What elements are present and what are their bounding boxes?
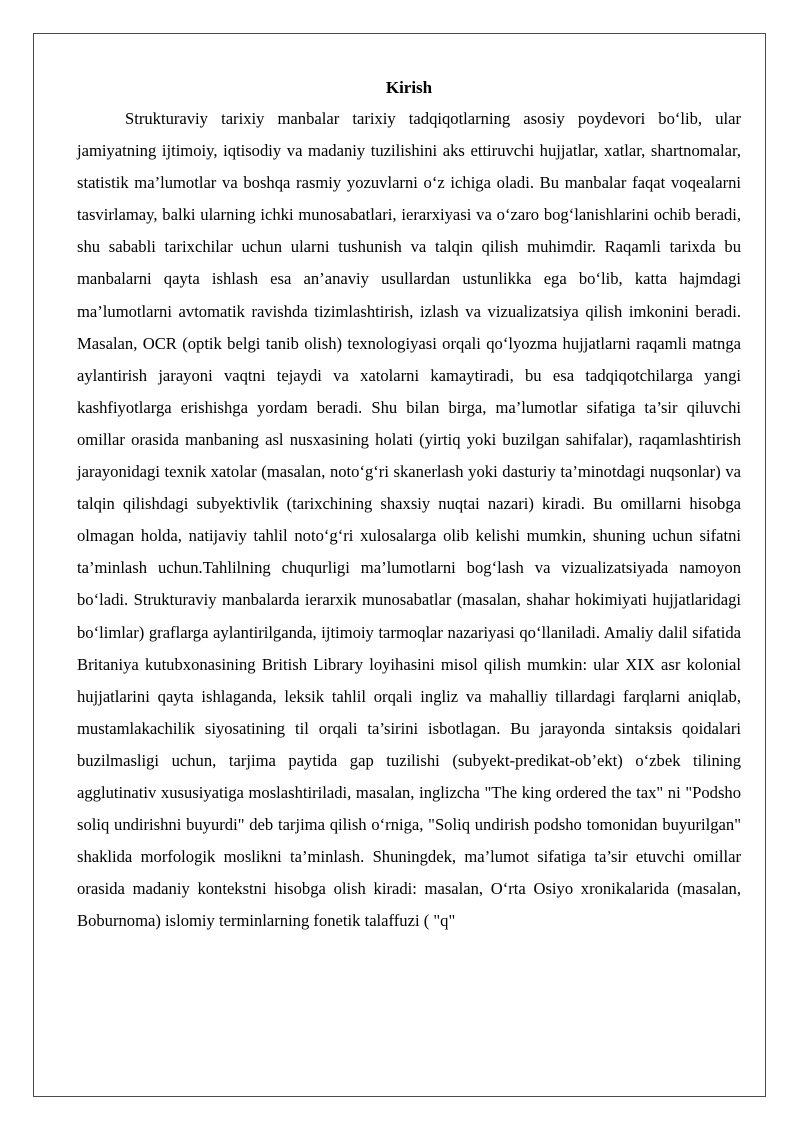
- document-content: [77, 73, 741, 937]
- body-paragraph: Strukturaviy tarixiy manbalar tarixiy tadqiqotlarning asosiy poydevori bo‘lib, ular jamiyatning ijtimoiy, iqtisodiy va madaniy tuzilishini aks ettiruvchi hujjatlar, xatlar, shartnomalar, statistik ma’lumotlar va boshqa rasmiy yozuvlarni o‘z ichiga oladi. Bu manbalar faqat voqealarni tasvirlamay, balki ularning ichki munosabatlari, ierarxiyasi va o‘zaro bog‘lanishlarini ochib beradi, shu sababli tarixchilar uchun ularni tushunish va talqin qilish muhimdir. Raqamli tarixda bu manbalarni qayta ishlash esa an’anaviy usullardan ustunlikka ega bo‘lib, katta hajmdagi ma’lumotlarni avtomatik ravishda tizimlashtirish, izlash va vizualizatsiya qilish imkonini beradi. Masalan, OCR (optik belgi tanib olish) texnologiyasi orqali qo‘lyozma hujjatlarni raqamli matnga aylantirish jarayoni vaqtni tejaydi va xatolarni kamaytiradi, bu esa tadqiqotchilarga yangi kashfiyotlarga erishishga yordam beradi. Shu bilan birga, ma’lumotlar sifatiga ta’sir qiluvchi omillar orasida manbaning asl nusxasining holati (yirtiq yoki buzilgan sahifalar), raqamlashtirish jarayonidagi texnik xatolar (masalan, noto‘g‘ri skanerlash yoki dasturiy ta’minotdagi nuqsonlar) va talqin qilishdagi subyektivlik (tarixchining shaxsiy nuqtai nazari) kiradi. Bu omillarni hisobga olmagan holda, natijaviy tahlil noto‘g‘ri xulosalarga olib kelishi mumkin, shuning uchun sifatni ta’minlash uchun.Tahlilning chuqurligi ma’lumotlarni bog‘lash va vizualizatsiyada namoyon bo‘ladi. Strukturaviy manbalarda ierarxik munosabatlar (masalan, shahar hokimiyati hujjatlaridagi bo‘limlar) graflarga aylantirilganda, ijtimoiy tarmoqlar nazariyasi qo‘llaniladi. Amaliy dalil sifatida Britaniya kutubxonasining British Library loyihasini misol qilish mumkin: ular XIX asr kolonial hujjatlarini qayta ishlaganda, leksik tahlil orqali ingliz va mahalliy tillardagi farqlarni aniqlab, mustamlakachilik siyosatining til orqali ta’sirini isbotlagan. Bu jarayonda sintaksis qoidalari buzilmasligi uchun, tarjima paytida gap tuzilishi (subyekt-predikat-ob’ekt) o‘zbek tilining agglutinativ xususiyatiga moslashtiriladi, masalan, inglizcha "The king ordered the tax" ni "Podsho soliq undirishni buyurdi" deb tarjima qilish o‘rniga, "Soliq undirish podsho tomonidan buyurilgan" shaklida morfologik moslikni ta’minlash. Shuningdek, ma’lumot sifatiga ta’sir etuvchi omillar orasida madaniy kontekstni hisobga olish kiradi: masalan, O‘rta Osiyo xronikalarida (masalan, Boburnoma) islomiy terminlarning fonetik talaffuzi ( "q": [77, 109, 741, 931]
- document-title: Kirish: [385, 78, 433, 97]
